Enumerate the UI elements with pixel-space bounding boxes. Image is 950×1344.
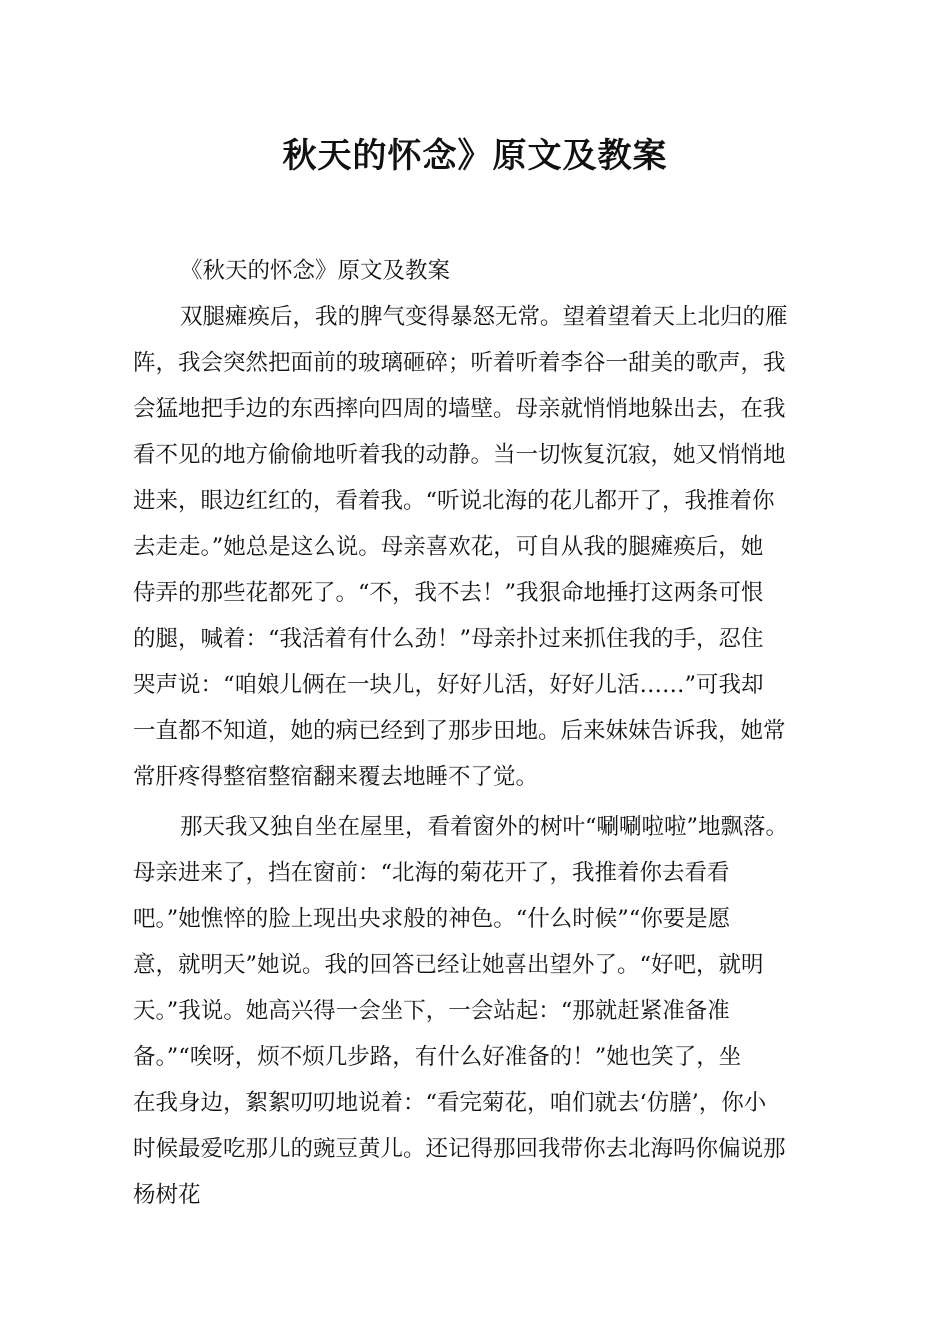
text-line: 吧。”她憔悴的脸上现出央求般的神色。“什么时候”“你要是愿 bbox=[133, 906, 731, 932]
text-line: 意，就明天”她说。我的回答已经让她喜出望外了。“好吧，就明 bbox=[133, 952, 764, 978]
text-line: 天。”我说。她高兴得一会坐下，一会站起：“那就赶紧准备准 bbox=[133, 998, 730, 1024]
text-line: 一直都不知道，她的病已经到了那步田地。后来妹妹告诉我，她常 bbox=[133, 718, 786, 744]
document-subtitle: 《秋天的怀念》原文及教案 bbox=[180, 258, 451, 284]
text-line: 哭声说：“咱娘儿俩在一块儿，好好儿活，好好儿活……”可我却 bbox=[133, 672, 764, 698]
text-line: 去走走。”她总是这么说。母亲喜欢花，可自从我的腿瘫痪后，她 bbox=[133, 534, 764, 560]
text-line: 杨树花 bbox=[133, 1182, 201, 1208]
text-line: 常肝疼得整宿整宿翻来覆去地睡不了觉。 bbox=[133, 764, 539, 790]
document-title: 秋天的怀念》原文及教案 bbox=[282, 136, 668, 176]
text-line: 备。”“唉呀，烦不烦几步路，有什么好准备的！”她也笑了，坐 bbox=[133, 1044, 742, 1070]
text-line: 进来，眼边红红的，看着我。“听说北海的花儿都开了，我推着你 bbox=[133, 488, 775, 514]
text-line: 那天我又独自坐在屋里，看着窗外的树叶“唰唰啦啦”地飘落。 bbox=[180, 814, 789, 840]
text-line: 时候最爱吃那儿的豌豆黄儿。还记得那回我带你去北海吗你偏说那 bbox=[133, 1136, 786, 1162]
text-line: 双腿瘫痪后，我的脾气变得暴怒无常。望着望着天上北归的雁 bbox=[180, 304, 788, 330]
text-line: 母亲进来了，挡在窗前：“北海的菊花开了，我推着你去看看 bbox=[133, 860, 730, 886]
text-line: 阵，我会突然把面前的玻璃砸碎；听着听着李谷一甜美的歌声，我 bbox=[133, 350, 786, 376]
text-line: 的腿，喊着：“我活着有什么劲！”母亲扑过来抓住我的手，忍住 bbox=[133, 626, 764, 652]
text-line: 看不见的地方偷偷地听着我的动静。当一切恢复沉寂，她又悄悄地 bbox=[133, 442, 786, 468]
text-line: 会猛地把手边的东西摔向四周的墙壁。母亲就悄悄地躲出去，在我 bbox=[133, 396, 786, 422]
text-line: 侍弄的那些花都死了。“不，我不去！”我狠命地捶打这两条可恨 bbox=[133, 580, 764, 606]
text-line: 在我身边，絮絮叨叨地说着：“看完菊花，咱们就去‘仿膳’，你小 bbox=[133, 1090, 767, 1116]
